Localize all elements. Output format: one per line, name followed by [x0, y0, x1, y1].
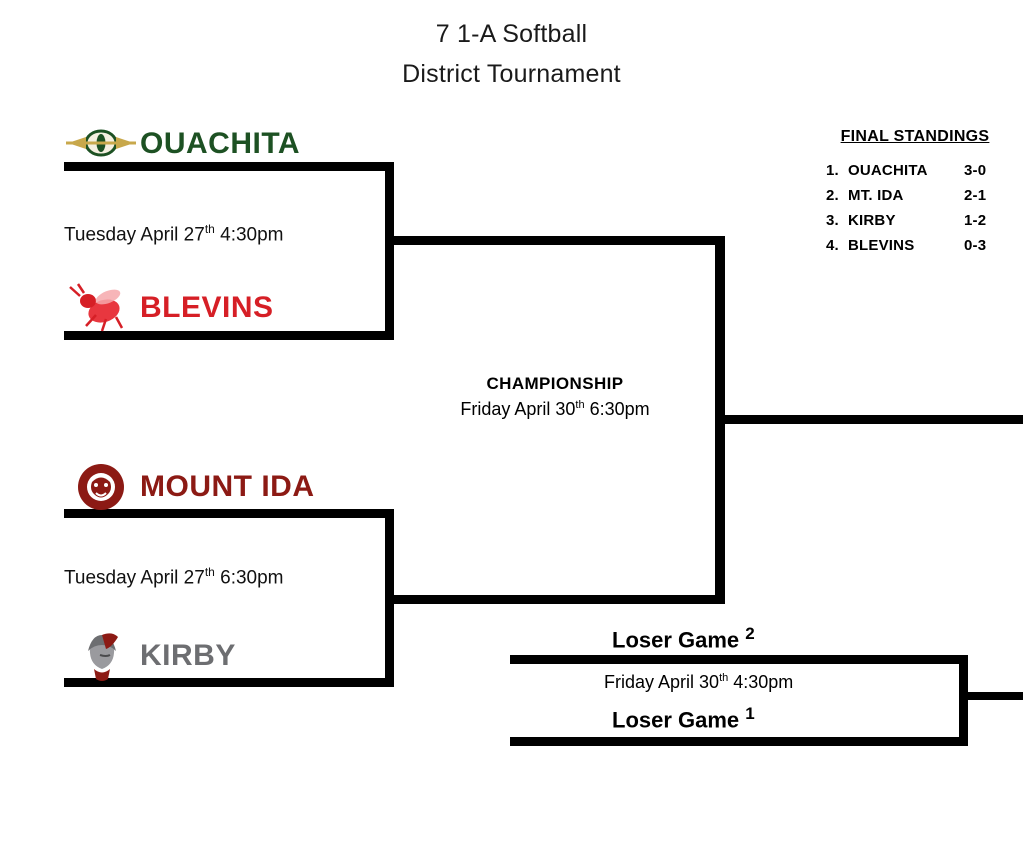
- final-standings-panel: [820, 128, 1010, 258]
- bracket-line-semifinal-1-out: [394, 236, 724, 245]
- title-line-1: 7 1-A Softball: [435, 20, 588, 48]
- consolation-datetime: [604, 672, 793, 693]
- standings-row: [826, 233, 1010, 258]
- standings-team: OUACHITA: [848, 162, 928, 179]
- consolation-top-number: 2: [745, 624, 755, 643]
- final-standings-list: [820, 158, 1010, 258]
- game-1-date: Tuesday April 27: [64, 224, 205, 246]
- bracket-line-semifinal-2-out: [394, 595, 724, 604]
- championship-date: Friday April 30: [460, 399, 576, 419]
- bracket-line-vert-2: [385, 509, 394, 687]
- standings-rank: 4.: [826, 237, 839, 254]
- ouachita-warriors-logo: [62, 117, 140, 171]
- standings-rank: 2.: [826, 187, 839, 204]
- team-row-blevins[interactable]: [62, 280, 274, 336]
- standings-row: [826, 158, 1010, 183]
- standings-record: 1-2: [964, 212, 987, 229]
- blevins-hornets-logo: [62, 281, 140, 335]
- consolation-slot-bottom: [612, 704, 755, 733]
- team-row-ouachita[interactable]: [62, 116, 300, 172]
- championship-label: CHAMPIONSHIP: [486, 374, 624, 393]
- team-name-mount-ida: MOUNT IDA: [140, 470, 315, 503]
- mount-ida-lions-logo: [62, 460, 140, 514]
- page-title: [0, 14, 1023, 94]
- bracket-line-championship-vert: [715, 236, 725, 604]
- standings-team: KIRBY: [848, 212, 896, 229]
- standings-rank: 3.: [826, 212, 839, 229]
- standings-row: [826, 183, 1010, 208]
- game-1-date-suffix: th: [204, 222, 215, 236]
- final-standings-title: FINAL STANDINGS: [840, 128, 990, 145]
- championship-datetime: [400, 399, 710, 420]
- team-name-ouachita: OUACHITA: [140, 127, 301, 160]
- bracket-line-consolation-bottom: [510, 737, 968, 746]
- standings-record: 2-1: [964, 187, 987, 204]
- game-2-date: Tuesday April 27: [64, 567, 205, 589]
- consolation-slot-top: [612, 624, 755, 653]
- game-1-time: 4:30pm: [214, 224, 284, 246]
- game-2-datetime: [64, 565, 284, 589]
- standings-rank: 1.: [826, 162, 839, 179]
- kirby-trojans-logo: [62, 629, 140, 683]
- bracket-line-vert-1: [385, 162, 394, 340]
- team-row-mount-ida[interactable]: [62, 459, 314, 515]
- consolation-date-suffix: th: [719, 672, 729, 684]
- consolation-date: Friday April 30: [604, 672, 720, 692]
- game-1-datetime: [64, 222, 284, 246]
- bracket-line-consolation-top: [510, 655, 968, 664]
- bracket-line-consolation-out: [968, 692, 1023, 700]
- standings-team: MT. IDA: [848, 187, 904, 204]
- championship-date-suffix: th: [575, 399, 585, 411]
- consolation-bottom-number: 1: [745, 704, 755, 723]
- team-row-kirby[interactable]: [62, 628, 236, 684]
- standings-record: 0-3: [964, 237, 987, 254]
- bracket-line-consolation-vert: [959, 655, 968, 745]
- bracket-line-championship-out: [725, 415, 1023, 424]
- title-line-2: District Tournament: [402, 60, 621, 88]
- consolation-bottom-label: Loser Game: [612, 707, 740, 733]
- consolation-top-label: Loser Game: [612, 627, 740, 653]
- championship-block: [400, 374, 710, 420]
- consolation-time: 4:30pm: [728, 672, 794, 692]
- championship-time: 6:30pm: [584, 399, 650, 419]
- standings-record: 3-0: [964, 162, 987, 179]
- standings-team: BLEVINS: [848, 237, 915, 254]
- game-2-time: 6:30pm: [214, 567, 284, 589]
- game-2-date-suffix: th: [204, 565, 215, 579]
- team-name-blevins: BLEVINS: [140, 291, 274, 324]
- standings-row: [826, 208, 1010, 233]
- team-name-kirby: KIRBY: [140, 639, 236, 672]
